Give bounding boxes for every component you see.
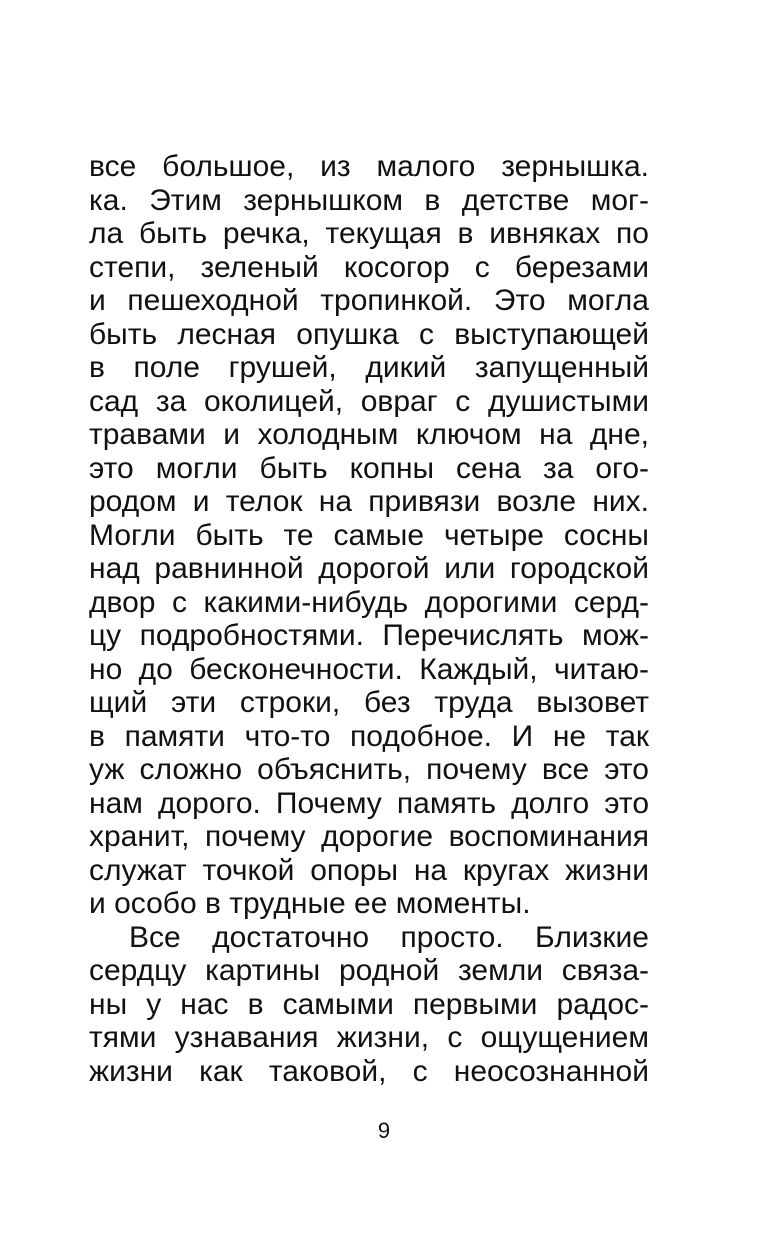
page-number: 9 — [377, 1118, 391, 1143]
text-line: служат точкой опоры на кругах жизни — [89, 853, 649, 887]
text-line: нам дорого. Почему память долго это — [89, 786, 649, 820]
text-line: над равнинной дорогой или городской — [89, 552, 649, 585]
text-line: щий эти строки, без труда вызовет — [89, 686, 649, 719]
text-line: сердцу картины родной земли связа- — [89, 954, 649, 987]
text-line: степи, зеленый косогор с березами — [89, 250, 649, 284]
text-line: цу подробностями. Перечислять мож- — [89, 619, 649, 652]
text-line: тями узнавания жизни, с ощущением — [89, 1021, 649, 1054]
text-line: родом и телок на привязи возле них. — [89, 485, 649, 518]
text-line: все большое, из малого зернышка. — [89, 150, 649, 183]
text-line: Все достаточно просто. Близкие — [129, 920, 649, 954]
text-line: ны у нас в самыми первыми радос- — [89, 987, 649, 1021]
text-line: ка. Этим зернышком в детстве мог- — [89, 183, 649, 217]
text-line: уж сложно объяснить, почему все это — [89, 753, 649, 786]
text-line: сад за околицей, овраг с душистыми — [89, 384, 649, 418]
text-line: но до бесконечности. Каждый, читаю- — [89, 652, 649, 686]
text-line: в поле грушей, дикий запущенный — [89, 351, 649, 384]
text-line: и пешеходной тропинкой. Это могла — [89, 284, 649, 317]
text-line: быть лесная опушка с выступающей — [89, 317, 649, 351]
body-text — [89, 150, 649, 1088]
text-line: Могли быть те самые четыре сосны — [89, 518, 649, 552]
text-line: травами и холодным ключом на дне, — [89, 418, 649, 451]
text-line: жизни как таковой, с неосознанной — [89, 1054, 649, 1088]
text-line: двор с какими-нибудь дорогими серд- — [89, 585, 649, 619]
text-line: в памяти что-то подобное. И не так — [89, 719, 649, 753]
text-line: ла быть речка, текущая в ивняках по — [89, 217, 649, 250]
text-line: это могли быть копны сена за ого- — [89, 451, 649, 485]
text-line: и особо в трудные ее моменты. — [89, 887, 531, 920]
text-line: хранит, почему дорогие воспоминания — [89, 820, 649, 853]
